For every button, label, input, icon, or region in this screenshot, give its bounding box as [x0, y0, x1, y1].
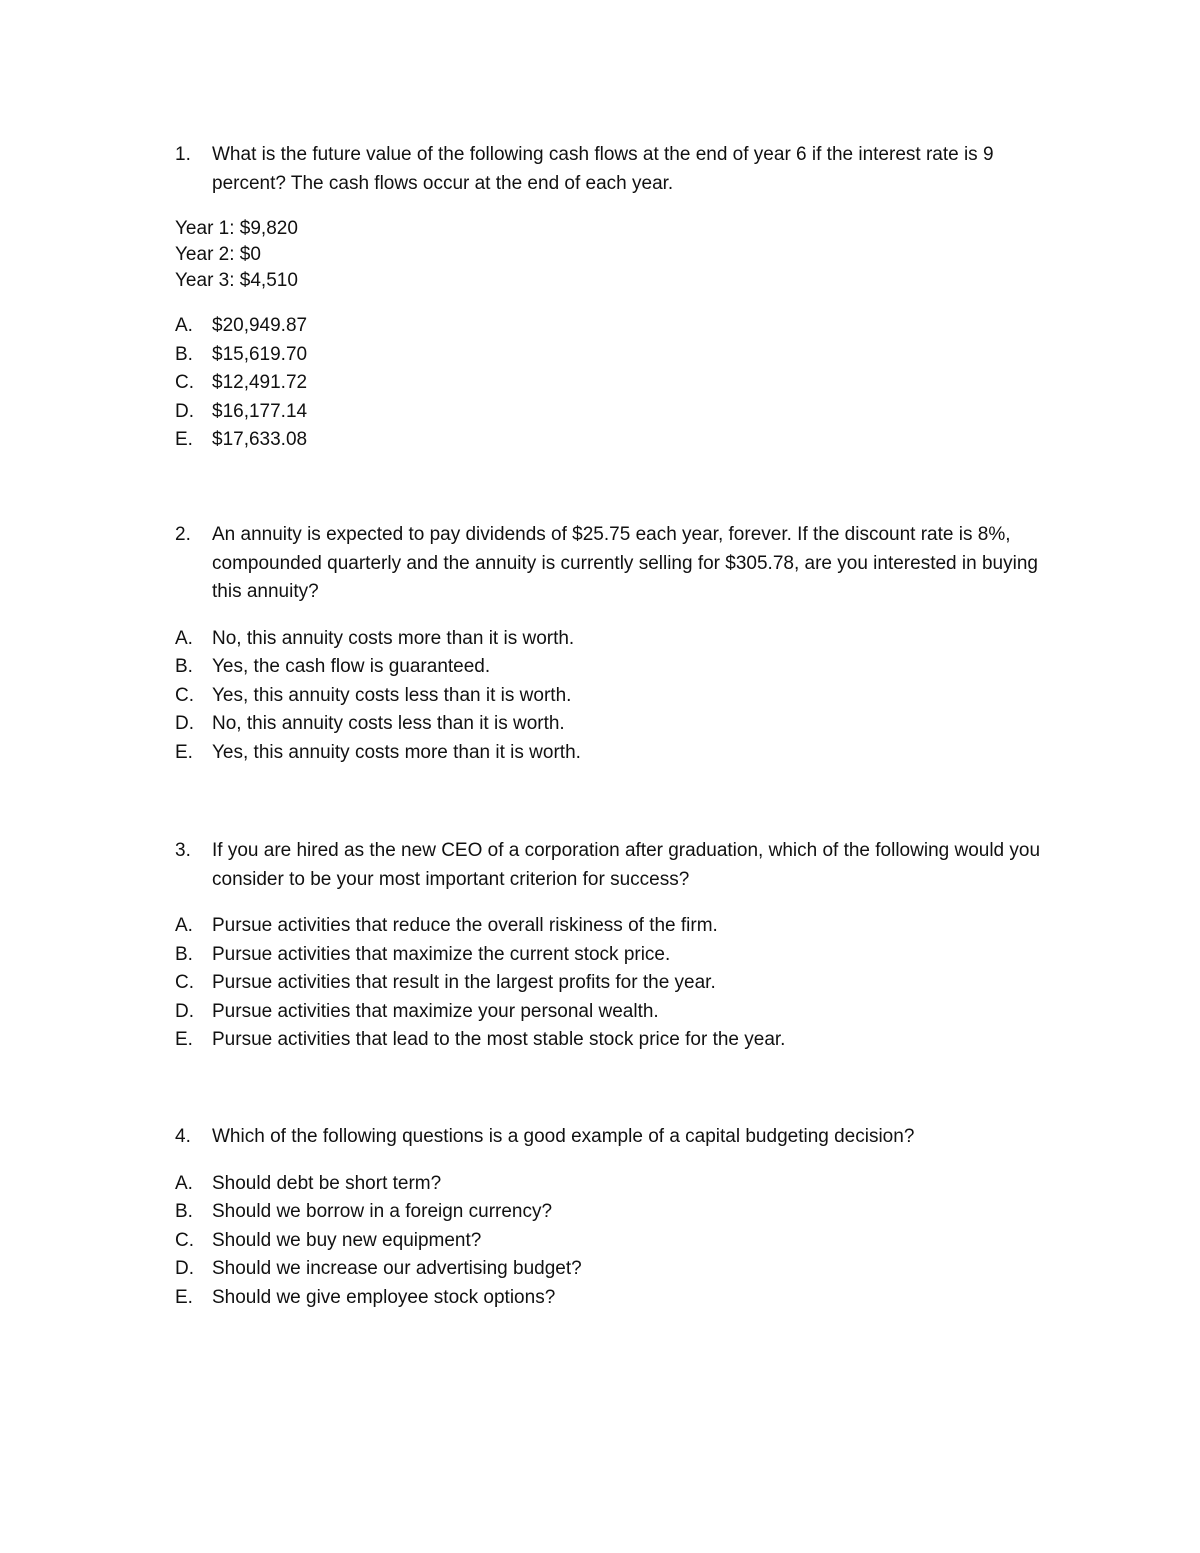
option-letter: E. — [175, 1029, 193, 1050]
question-number: 3. — [175, 840, 191, 861]
option-text: Pursue activities that result in the largest profits for the year. — [212, 972, 716, 993]
option-text: $12,491.72 — [212, 372, 308, 393]
option-text: Pursue activities that maximize the current stock price. — [212, 943, 671, 965]
option-letter: A. — [175, 315, 193, 336]
answer-option — [175, 1170, 1055, 1199]
question-text: What is the future value of the following cash flows at the end of year 6 if the interest rate is 9 percent? The cash flows occur at the end of each year. — [212, 144, 994, 194]
question-number: 4. — [175, 1126, 191, 1147]
option-text: Should debt be short term? — [212, 1172, 442, 1194]
answer-option — [175, 912, 1055, 941]
option-letter: B. — [175, 1201, 193, 1222]
option-letter: B. — [175, 656, 193, 677]
option-letter: C. — [175, 972, 194, 993]
option-text: No, this annuity costs less than it is worth. — [212, 713, 565, 734]
question-3 — [175, 837, 1055, 1055]
answer-option — [175, 998, 1055, 1027]
answer-option — [175, 426, 1055, 455]
option-text: Yes, this annuity costs more than it is worth. — [212, 741, 581, 763]
option-text: Yes, this annuity costs less than it is worth. — [212, 684, 572, 706]
question-4-header — [175, 1123, 1055, 1152]
question-1 — [175, 141, 1055, 455]
option-text: Pursue activities that reduce the overall riskiness of the firm. — [212, 915, 718, 936]
cash-flow-item: Year 3: $4,510 — [175, 270, 298, 291]
answer-option — [175, 710, 1055, 739]
question-number: 2. — [175, 524, 191, 545]
answer-option — [175, 1198, 1055, 1227]
option-letter: D. — [175, 1000, 194, 1022]
answer-options — [175, 1170, 1055, 1313]
answer-option — [175, 739, 1055, 768]
answer-option — [175, 625, 1055, 654]
option-text: Pursue activities that maximize your personal wealth. — [212, 1000, 659, 1022]
option-text: No, this annuity costs more than it is worth. — [212, 627, 575, 649]
option-letter: A. — [175, 915, 193, 936]
answer-option — [175, 969, 1055, 998]
question-text: If you are hired as the new CEO of a corporation after graduation, which of the following would you consider to be your most important criterion for success? — [212, 840, 1041, 890]
option-letter: C. — [175, 684, 194, 706]
option-letter: E. — [175, 1286, 193, 1308]
answer-option — [175, 941, 1055, 970]
option-text: Should we give employee stock options? — [212, 1286, 556, 1308]
answer-option — [175, 1284, 1055, 1313]
answer-option — [175, 398, 1055, 427]
cash-flow-item: Year 2: $0 — [175, 244, 261, 265]
answer-option — [175, 1227, 1055, 1256]
option-text: $17,633.08 — [212, 429, 308, 450]
answer-option — [175, 653, 1055, 682]
question-text: An annuity is expected to pay dividends of $25.75 each year, forever. If the discount rate is 8%, compounded quarterly and the annuity is currently selling for $305.78, are you interested in buying this annuity? — [212, 524, 1038, 602]
cash-flow-item: Year 1: $9,820 — [175, 218, 298, 239]
answer-option — [175, 341, 1055, 370]
option-text: Yes, the cash flow is guaranteed. — [212, 656, 491, 677]
answer-options — [175, 912, 1055, 1055]
question-4 — [175, 1123, 1055, 1312]
question-2 — [175, 521, 1055, 767]
option-text: Pursue activities that lead to the most stable stock price for the year. — [212, 1029, 786, 1050]
option-text: Should we borrow in a foreign currency? — [212, 1201, 553, 1222]
option-letter: B. — [175, 343, 193, 365]
option-letter: A. — [175, 627, 193, 649]
option-letter: E. — [175, 741, 193, 763]
option-text: $15,619.70 — [212, 343, 308, 365]
option-letter: D. — [175, 1258, 194, 1279]
answer-options — [175, 625, 1055, 768]
answer-option — [175, 682, 1055, 711]
option-letter: D. — [175, 713, 194, 734]
option-text: Should we buy new equipment? — [212, 1229, 482, 1251]
option-letter: D. — [175, 400, 194, 422]
question-3-header — [175, 837, 1055, 894]
option-text: $16,177.14 — [212, 400, 308, 422]
option-text: $20,949.87 — [212, 315, 308, 336]
answer-option — [175, 369, 1055, 398]
question-1-header — [175, 141, 1055, 198]
option-letter: A. — [175, 1172, 193, 1194]
question-number: 1. — [175, 144, 191, 165]
cash-flow-list — [175, 216, 1055, 294]
option-letter: B. — [175, 943, 193, 965]
answer-option — [175, 312, 1055, 341]
option-text: Should we increase our advertising budget? — [212, 1258, 582, 1279]
answer-options — [175, 312, 1055, 455]
question-text: Which of the following questions is a good example of a capital budgeting decision? — [212, 1126, 915, 1147]
option-letter: C. — [175, 1229, 194, 1251]
answer-option — [175, 1026, 1055, 1055]
option-letter: C. — [175, 372, 194, 393]
option-letter: E. — [175, 429, 193, 450]
answer-option — [175, 1255, 1055, 1284]
question-2-header — [175, 521, 1055, 607]
